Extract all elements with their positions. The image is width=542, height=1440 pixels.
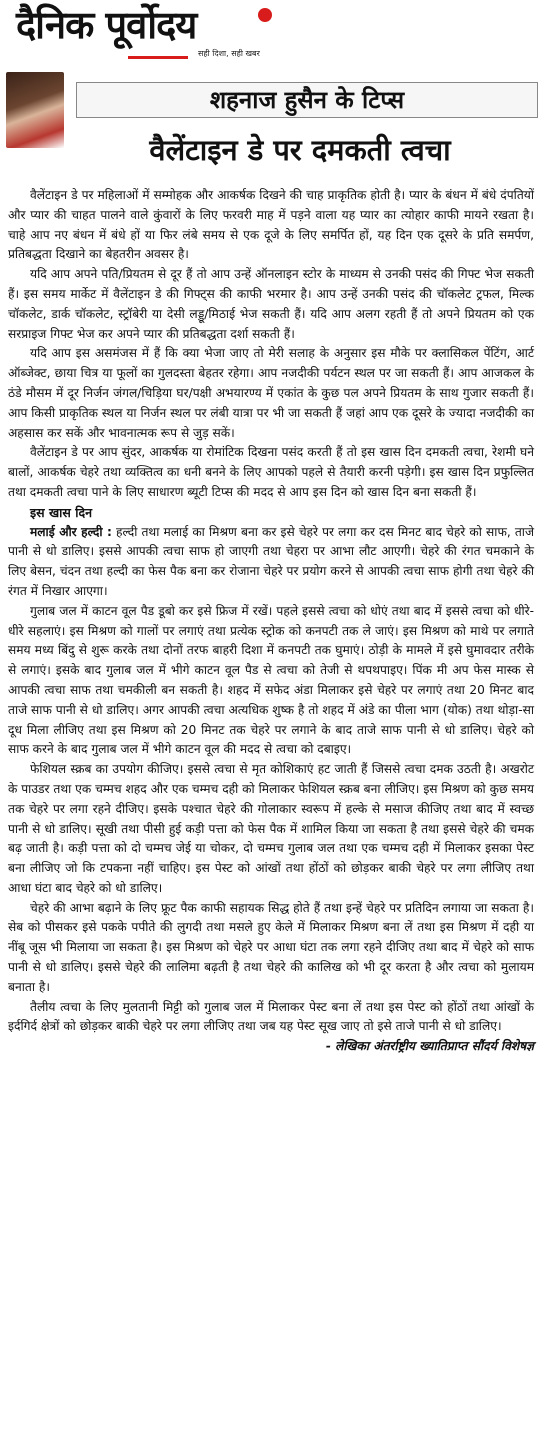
article-paragraph: यदि आप अपने पति/प्रियतम से दूर हैं तो आप उन्हें ऑनलाइन स्टोर के माध्यम से उनकी पसंद की गिफ्ट भेज सकती हैं। इस समय मार्केट में वैलेंटाइन डे की गिफ्ट्स की काफी भरमार है। आप उन्हें उनकी पसंद की चॉकलेट ट्रफल, मिल्क चॉकलेट, डार्क चॉकलेट, स्ट्रॉबेरी या देसी लड्डू/मिठाई भेज सकती हैं। यदि आप अलग रहती हैं तो अपने प्रियतम को एक सरप्राइज गिफ्ट भेज कर अपने प्यार की प्रतिबद्धता दर्शा सकती हैं। <box>8 267 534 341</box>
masthead <box>0 0 542 64</box>
article-paragraph: वैलेंटाइन डे पर आप सुंदर, आकर्षक या रोमांटिक दिखना पसंद करती हैं तो इस खास दिन दमकती त्वचा, रेशमी घने बालों, आकर्षक चेहरे तथा व्यक्तित्व का धनी बनने के लिए आपको पहले से तैयारी करनी पड़ेगी। इस खास दिन प्रफुल्लित तथा दमकती त्वचा पाने के लिए साधारण ब्यूटी टिप्स की मदद से आप इस दिन को खास दिन बना सकती हैं। <box>8 445 534 499</box>
tip-paragraph: चेहरे की आभा बढ़ाने के लिए फ्रूट पैक काफी सहायक सिद्ध होते हैं तथा इन्हें चेहरे पर प्रतिदिन लगाया जा सकता है। सेब को पीसकर इसे पकके पपीते की लुगदी तथा मसले हुए केले में मिलाकर मिश्रण बना लें तथा इस मिश्रण में दही या नींबू जूस भी मिलाया जा सकता है। इस मिश्रण को चेहरे पर आधा घंटा तक लगा रहने दीजिए तथा बाद में चेहरे को साफ पानी से धो डालिए। इससे चेहरे की लालिमा बढ़ती है तथा चेहरे की कालिख को भी दूर करता है और त्वचा को मुलायम बनाता है। <box>8 900 534 994</box>
tip-lead-text: हल्दी तथा मलाई का मिश्रण बना कर इसे चेहरे पर लगा कर दस मिनट बाद चेहरे को साफ, ताजे पानी से धो डालिए। इससे आपकी त्वचा साफ हो जाएगी तथा चेहरा पर आभा लौट आएगी। चेहरे की रंगत चमकाने के लिए बेसन, चंदन तथा हल्दी का फेस पैक बना कर रोजाना चेहरे पर प्रयोग करने से आपकी त्वचा साफ होगी तथा चेहरे की रंगत में निखार आएगा। <box>8 524 534 598</box>
author-photo <box>6 72 64 148</box>
article-paragraph: यदि आप इस असमंजस में हैं कि क्या भेजा जाए तो मेरी सलाह के अनुसार इस मौके पर क्लासिकल पेंटिंग, आर्ट ऑब्जेक्ट, छाया चित्र या फूलों का गुलदस्ता बेहतर रहेगा। आप नजदीकी पर्यटन स्थल पर जा सकती हैं। आप आजकल के ठंडे मौसम में दूर निर्जन जंगल/चिड़िया घर/पक्षी अभयारण्य में एकांत के कुछ पल अपने प्रियतम के साथ गुजार सकती हैं। आप किसी प्राकृतिक स्थल या निर्जन स्थल पर लंबी यात्रा पर भी जा सकती हैं जहां आप एक दूसरे के ज्यादा नजदीकी का अहसास कर सकें और भावनात्मक रूप से जुड़ सकें। <box>8 346 534 440</box>
article-body <box>8 186 534 1057</box>
logo-seal-icon <box>258 8 272 22</box>
newspaper-tagline: सही दिशा, सही खबर <box>198 49 260 58</box>
tip-paragraph <box>8 523 534 602</box>
newspaper-logo: दैनिक पूर्वोदय <box>16 2 197 47</box>
column-title: शहनाज हुसैन के टिप्स <box>76 82 538 118</box>
author-byline: - लेखिका अंतर्राष्ट्रीय ख्यातिप्राप्त सौंदर्य विशेषज्ञ <box>325 1039 534 1054</box>
tip-paragraph: गुलाब जल में काटन वूल पैड डूबो कर इसे फ्रिज में रखें। पहले इससे त्वचा को धोएं तथा बाद में इससे त्वचा को धीरे-धीरे सहलाएं। इस मिश्रण को गालों पर लगाएं तथा प्रत्येक स्ट्रोक को कनपटी तक ले जाएं। इस मिश्रण को माथे पर लगाते समय मध्य बिंदु से शुरू करके तथा दोनों तरफ बाहरी दिशा में कनपटी तक घुमाएं। ठोड़ी के मामले में इसे घुमावदार तरीके से लगाएं। इसके बाद गुलाब जल में भीगे काटन वूल पैड से त्वचा को तेजी से थपथपाइए। पिंक मी अप फेस मास्क से आपकी त्वचा साफ तथा चमकीली बन सकती है। शहद में सफेद अंडा मिलाकर इसे चेहरे पर लगाएं तथा 20 मिनट बाद ताजे साफ पानी से धो डालिए। अगर आपकी त्वचा अत्यधिक शुष्क है तो शहद में अंडे का पीला भाग (योक) तथा थोड़ा-सा दूध मिला लीजिए तथा इस मिश्रण को 20 मिनट तक चेहरे पर लगाने के बाद ताजे साफ पानी से धो डालिए। चेहरे को साफ करने के बाद गुलाब जल में भीगे काटन वूल की मदद से त्वचा को दबाइए। <box>8 603 534 757</box>
tip-paragraph: फेशियल स्क्रब का उपयोग कीजिए। इससे त्वचा से मृत कोशिकाएं हट जाती हैं जिससे त्वचा दमक उठती है। अखरोट के पाउडर तथा एक चम्मच शहद और एक चम्मच दही को मिलाकर फेशियल स्क्रब बना लीजिए। इस मिश्रण को कुछ समय तक चेहरे पर लगा रहने दीजिए। इसके पश्चात चेहरे की गोलाकार स्वरूप में हल्के से मसाज कीजिए तथा बाद में स्वच्छ पानी से धो डालिए। सूखी तथा पीसी हुई कड़ी पत्ता को फेस पैक में शामिल किया जा सकता है तथा इससे चेहरे की चमक बढ़ जाती है। कड़ी पत्ता को दो चम्मच जेई या चोकर, दो चम्मच गुलाब जल तथा एक चम्मच दही में मिलाकर इसका पेस्ट बना लीजिए जो कि टपकना नहीं चाहिए। इस पेस्ट को आंखों तथा होंठों को छोड़कर बाकी चेहरे पर लगा लीजिए तथा आधा घंटा बाद चेहरे को धो डालिए। <box>8 762 534 895</box>
tip-lead: मलाई और हल्दी : <box>30 524 112 539</box>
article-headline: वैलेंटाइन डे पर दमकती त्वचा <box>149 133 451 167</box>
tip-paragraph: तैलीय त्वचा के लिए मुलतानी मिट्टी को गुलाब जल में मिलाकर पेस्ट बना लें तथा इस पेस्ट को होंठों तथा आंखों के इर्दगिर्द क्षेत्रों को छोड़कर बाकी चेहरे पर लगा लीजिए तथा जब यह पेस्ट सूख जाए तो इसे ताजे पानी से धो डालिए। <box>8 999 534 1034</box>
article-paragraph: वैलेंटाइन डे पर महिलाओं में सम्मोहक और आकर्षक दिखने की चाह प्राकृतिक होती है। प्यार के बंधन में बंधे दंपतियों और प्यार की चाहत पालने वाले कुंवारों के लिए फरवरी माह में पड़ने वाला यह प्यार का त्योहार काफी मायने रखता है। चाहे आप नए बंधन में बंधे हों या फिर लंबे समय से एक दूजे के लिए समर्पित हों, यह दिन एक दूसरे के प्रति समर्पण, प्रतिबद्धता दिखाने का बेहतरीन अवसर है। <box>8 188 534 262</box>
logo-underline <box>128 56 188 59</box>
sub-heading: इस खास दिन <box>30 504 93 520</box>
